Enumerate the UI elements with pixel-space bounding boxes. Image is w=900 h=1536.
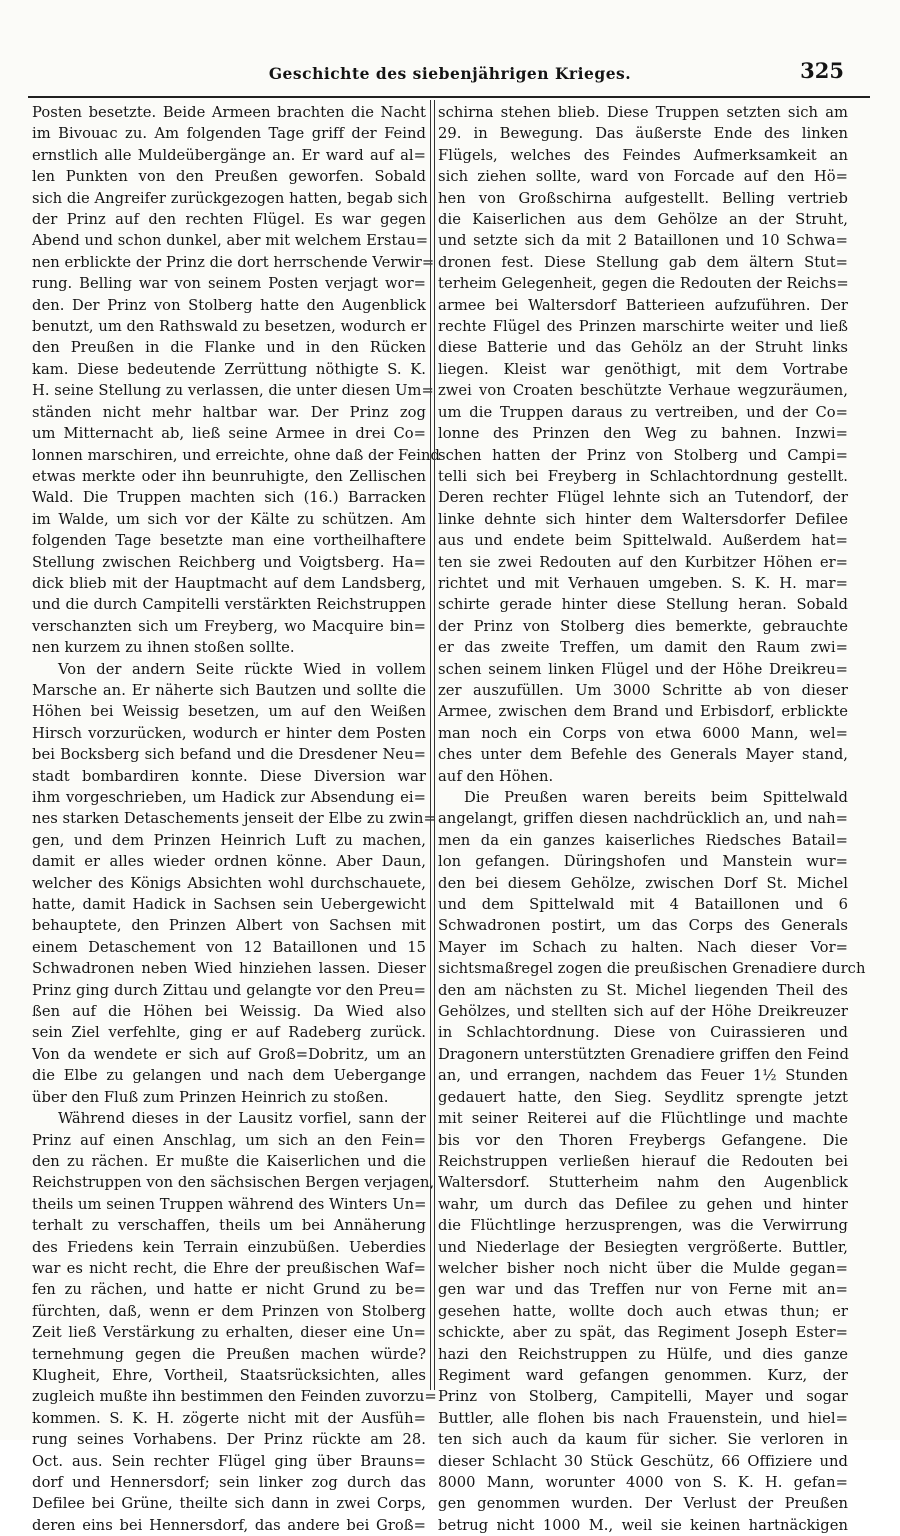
text-line: behauptete, den Prinzen Albert von Sachsen mit: [32, 917, 426, 935]
text-line: zugleich mußte ihn bestimmen den Feinden zuvorzu=: [32, 1388, 437, 1406]
text-line: lonnen marschiren, und erreichte, ohne daß der Feind: [32, 446, 440, 464]
text-line: dorf und Hennersdorf; sein linker zog durch das: [32, 1474, 426, 1491]
text-line: den am nächsten zu St. Michel liegenden Theil des: [438, 981, 848, 999]
text-line: und Niederlage der Besiegten vergrößerte. Buttler,: [438, 1238, 848, 1256]
text-line: fürchten, daß, wenn er dem Prinzen von Stolberg: [32, 1302, 426, 1320]
text-line: kam. Diese bedeutende Zerrüttung nöthigte S. K.: [32, 360, 426, 378]
text-line: schickte, aber zu spät, das Regiment Joseph Ester=: [438, 1324, 848, 1342]
text-line: schirte gerade hinter diese Stellung heran. Sobald: [438, 596, 848, 614]
left-column: [32, 102, 440, 1534]
text-line: Armee, zwischen dem Brand und Erbisdorf, erblickte: [438, 703, 848, 721]
text-line: Waltersdorf. Stutterheim nahm den Augenblick: [438, 1174, 848, 1192]
text-line: welcher des Königs Absichten wohl durchschauete,: [32, 874, 426, 892]
text-line: ihm vorgeschrieben, um Hadick zur Absendung ei=: [32, 789, 426, 806]
text-line: den. Der Prinz von Stolberg hatte den Augenblick: [32, 296, 426, 314]
text-line: den zu rächen. Er mußte die Kaiserlichen und die: [32, 1152, 426, 1170]
text-line: dronen fest. Diese Stellung gab dem ältern Stut=: [438, 253, 848, 271]
text-line: terheim Gelegenheit, gegen die Redouten der Reichs=: [438, 275, 849, 293]
text-line: rung. Belling war von seinem Posten verjagt wor=: [32, 275, 426, 293]
text-line: stadt bombardiren konnte. Diese Diversion war: [32, 767, 426, 785]
text-line: lonne des Prinzen den Weg zu bahnen. Inzwi=: [438, 425, 848, 443]
text-line: damit er alles wieder ordnen könne. Aber Daun,: [32, 853, 426, 871]
text-line: sein Ziel verfehlte, ging er auf Radeberg zurück.: [32, 1024, 426, 1042]
text-line: dick blieb mit der Hauptmacht auf dem Landsberg,: [32, 574, 426, 592]
text-line: bei Bocksberg sich befand und die Dresdener Neu=: [32, 746, 426, 764]
text-line: ten sie zwei Redouten auf den Kurbitzer Höhen er=: [438, 553, 848, 571]
text-line: einem Detaschement von 12 Bataillonen und 15: [32, 938, 426, 956]
text-line: Reichstruppen von den sächsischen Bergen verjagen,: [32, 1174, 435, 1192]
text-line: benutzt, um den Rathswald zu besetzen, wodurch er: [32, 318, 427, 336]
text-line: zer auszufüllen. Um 3000 Schritte ab von dieser: [438, 681, 848, 699]
text-line: gen genommen wurden. Der Verlust der Preußen: [438, 1495, 848, 1513]
text-line: zwei von Croaten beschützte Verhaue wegzuräumen,: [438, 382, 848, 400]
text-line: Prinz auf einen Anschlag, um sich an den Fein=: [32, 1131, 426, 1149]
text-line: sichtsmaßregel zogen die preußischen Grenadiere durch: [438, 960, 866, 978]
text-line: er das zweite Treffen, um damit den Raum zwi=: [438, 639, 848, 657]
text-line: bis vor den Thoren Freybergs Gefangene. Die: [438, 1131, 848, 1149]
text-line: Die Preußen waren bereits beim Spittelwald: [464, 789, 848, 806]
text-line: man noch ein Corps von etwa 6000 Mann, wel=: [438, 724, 848, 742]
text-line: Flügels, welches des Feindes Aufmerksamkeit an: [438, 146, 848, 164]
text-line: Klugheit, Ehre, Vortheil, Staatsrücksichten, alles: [32, 1366, 426, 1384]
text-line: Von da wendete er sich auf Groß=Dobritz, um an: [32, 1045, 426, 1063]
text-line: ten sich auch da kaum für sicher. Sie verloren in: [438, 1431, 848, 1449]
text-line: Höhen bei Weissig besetzen, um auf den Weißen: [32, 703, 426, 721]
text-line: Abend und schon dunkel, aber mit welchem Erstau=: [32, 232, 429, 250]
text-line: men da ein ganzes kaiserliches Riedsches Batail=: [438, 831, 848, 849]
text-line: gen, und dem Prinzen Heinrich Luft zu machen,: [32, 831, 426, 849]
text-line: war es nicht recht, die Ehre der preußischen Waf=: [32, 1259, 426, 1277]
running-header: [28, 50, 872, 90]
text-line: Wald. Die Truppen machten sich (16.) Barracken: [32, 489, 426, 507]
text-line: aus und endete beim Spittelwald. Außerdem hat=: [438, 532, 848, 550]
text-line: um Mitternacht ab, ließ seine Armee in drei Co=: [32, 425, 426, 443]
text-line: Stellung zwischen Reichberg und Voigtsberg. Ha=: [32, 553, 426, 571]
text-line: wahr, um durch das Defilee zu gehen und hinter: [438, 1195, 848, 1213]
text-line: len Punkten von den Preußen geworfen. Sobald: [32, 168, 426, 186]
text-line: Reichstruppen verließen hierauf die Redouten bei: [438, 1152, 848, 1170]
text-line: 8000 Mann, worunter 4000 von S. K. H. gefan=: [438, 1474, 848, 1491]
text-line: terhalt zu verschaffen, theils um bei Annäherung: [32, 1217, 426, 1235]
text-line: ßen auf die Höhen bei Weissig. Da Wied also: [32, 1003, 426, 1021]
text-line: Deren rechter Flügel lehnte sich an Tutendorf, der: [438, 489, 848, 507]
text-line: theils um seinen Truppen während des Winters Un=: [32, 1195, 427, 1213]
text-line: nen kurzem zu ihnen stoßen sollte.: [32, 639, 295, 657]
text-line: sich die Angreifer zurückgezogen hatten, begab sich: [32, 189, 428, 207]
text-line: der Prinz von Stolberg dies bemerkte, gebrauchte: [438, 617, 848, 635]
text-line: ständen nicht mehr haltbar war. Der Prinz zog: [32, 403, 426, 421]
text-line: Schwadronen postirt, um das Corps des Generals: [438, 917, 848, 935]
text-line: lon gefangen. Düringshofen und Manstein wur=: [438, 853, 848, 871]
text-line: Buttler, alle flohen bis nach Frauenstein, und hiel=: [438, 1409, 848, 1427]
text-line: die Flüchtlinge herzusprengen, was die Verwirrung: [438, 1217, 848, 1235]
text-line: kommen. S. K. H. zögerte nicht mit der Ausfüh=: [32, 1409, 426, 1427]
text-line: dieser Schlacht 30 Stück Geschütz, 66 Offiziere und: [438, 1452, 848, 1470]
text-line: die Kaiserlichen aus dem Gehölze an der Struht,: [438, 211, 848, 229]
text-line: H. seine Stellung zu verlassen, die unter diesen Um=: [32, 382, 434, 400]
text-line: Von der andern Seite rückte Wied in vollem: [58, 660, 426, 678]
running-title: Geschichte des siebenjährigen Krieges.: [268, 64, 632, 83]
text-line: den Preußen in die Flanke und in den Rücken: [32, 339, 426, 357]
text-line: Gehölzes, und stellten sich auf der Höhe Dreikreuzer: [438, 1003, 848, 1021]
text-line: in Schlachtordnung. Diese von Cuirassieren und: [438, 1024, 848, 1042]
text-line: ernstlich alle Muldeübergänge an. Er ward auf al=: [32, 146, 426, 164]
text-line: etwas merkte oder ihn beunruhigte, den Zellischen: [32, 467, 426, 485]
text-line: Schwadronen neben Wied hinziehen lassen. Dieser: [32, 960, 426, 978]
text-line: Regiment ward gefangen genommen. Kurz, der: [438, 1366, 848, 1384]
text-line: sich ziehen sollte, ward von Forcade auf den Hö=: [438, 168, 848, 186]
header-rule: [28, 96, 870, 98]
text-line: 29. in Bewegung. Das äußerste Ende des linken: [438, 125, 848, 143]
text-line: armee bei Waltersdorf Batterieen aufzuführen. Der: [438, 296, 848, 314]
text-line: im Walde, um sich vor der Kälte zu schützen. Am: [32, 510, 426, 528]
text-line: verschanzten sich um Freyberg, wo Macquire bin=: [32, 617, 426, 635]
text-line: Posten besetzte. Beide Armeen brachten die Nacht: [32, 104, 426, 121]
text-line: ternehmung gegen die Preußen machen würde?: [32, 1345, 426, 1363]
text-line: im Bivouac zu. Am folgenden Tage griff der Feind: [32, 125, 426, 143]
column-divider: [430, 100, 431, 1390]
text-line: des Friedens kein Terrain einzubüßen. Ueberdies: [32, 1238, 426, 1256]
page-number: 325: [800, 58, 844, 83]
text-line: Hirsch vorzurücken, wodurch er hinter dem Posten: [32, 724, 426, 742]
text-line: schen hatten der Prinz von Stolberg und Campi=: [438, 446, 848, 464]
text-line: und dem Spittelwald mit 4 Bataillonen und 6: [438, 896, 848, 914]
text-line: schirna stehen blieb. Diese Truppen setzten sich am: [438, 104, 848, 121]
text-line: schen seinem linken Flügel und der Höhe Dreikreu=: [438, 660, 848, 678]
text-line: um die Truppen daraus zu vertreiben, und der Co=: [438, 403, 848, 421]
text-line: gen war und das Treffen nur von Ferne mit an=: [438, 1281, 848, 1299]
text-line: Prinz ging durch Zittau und gelangte vor den Preu=: [32, 981, 426, 999]
text-line: und setzte sich da mit 2 Bataillonen und 10 Schwa=: [438, 232, 848, 250]
text-line: linke dehnte sich hinter dem Waltersdorfer Defilee: [438, 510, 848, 528]
text-line: rung seines Vorhabens. Der Prinz rückte am 28.: [32, 1431, 426, 1449]
text-line: Zeit ließ Verstärkung zu erhalten, dieser eine Un=: [32, 1324, 426, 1342]
text-line: Prinz von Stolberg, Campitelli, Mayer und sogar: [438, 1388, 848, 1406]
text-line: Oct. aus. Sein rechter Flügel ging über Brauns=: [32, 1452, 426, 1470]
text-line: auf den Höhen.: [438, 767, 554, 785]
text-line: über den Fluß zum Prinzen Heinrich zu stoßen.: [32, 1088, 389, 1106]
text-line: Während dieses in der Lausitz vorfiel, sann der: [58, 1110, 426, 1128]
text-line: ches unter dem Befehle des Generals Mayer stand,: [438, 746, 848, 764]
text-line: diese Batterie und das Gehölz an der Struht links: [438, 339, 848, 357]
text-line: hatte, damit Hadick in Sachsen sein Uebergewicht: [32, 896, 426, 914]
text-line: Dragonern unterstützten Grenadiere griffen den Feind: [438, 1045, 850, 1063]
right-column: [438, 102, 866, 1534]
text-line: angelangt, griffen diesen nachdrücklich an, und nah=: [438, 810, 848, 828]
text-line: nes starken Detaschements jenseit der Elbe zu zwin=: [32, 810, 436, 828]
text-line: rechte Flügel des Prinzen marschirte weiter und ließ: [438, 318, 848, 336]
text-line: hen von Großschirna aufgestellt. Belling vertrieb: [438, 189, 848, 207]
text-line: telli sich bei Freyberg in Schlachtordnung gestellt.: [438, 467, 848, 485]
text-line: an, und errangen, nachdem das Feuer 1½ Stunden: [438, 1067, 848, 1085]
text-line: mit seiner Reiterei auf die Flüchtlinge und machte: [438, 1110, 848, 1128]
column-divider-second: [434, 100, 435, 1390]
text-line: gesehen hatte, wollte doch auch etwas thun; er: [438, 1302, 848, 1320]
text-line: liegen. Kleist war genöthigt, mit dem Vortrabe: [438, 360, 848, 378]
text-line: hazi den Reichstruppen zu Hülfe, und dies ganze: [438, 1345, 848, 1363]
text-line: fen zu rächen, und hatte er nicht Grund zu be=: [32, 1281, 426, 1299]
text-line: folgenden Tage besetzte man eine vortheilhaftere: [32, 532, 426, 550]
text-line: Mayer im Schach zu halten. Nach dieser Vor=: [438, 938, 848, 956]
text-line: den bei diesem Gehölze, zwischen Dorf St. Michel: [438, 874, 848, 892]
text-line: betrug nicht 1000 M., weil sie keinen hartnäckigen: [438, 1516, 848, 1534]
text-line: richtet und mit Verhauen umgeben. S. K. H. mar=: [438, 574, 848, 592]
text-line: Defilee bei Grüne, theilte sich dann in zwei Corps,: [32, 1495, 426, 1513]
text-line: gedauert hatte, den Sieg. Seydlitz sprengte jetzt: [438, 1088, 848, 1106]
text-line: der Prinz auf den rechten Flügel. Es war gegen: [32, 211, 426, 229]
text-line: deren eins bei Hennersdorf, das andere bei Groß=: [32, 1516, 426, 1534]
text-line: nen erblickte der Prinz die dort herrschende Verwir=: [32, 253, 435, 271]
text-line: die Elbe zu gelangen und nach dem Uebergange: [32, 1067, 426, 1085]
text-line: welcher bisher noch nicht über die Mulde gegan=: [438, 1259, 848, 1277]
text-line: Marsche an. Er näherte sich Bautzen und sollte die: [32, 681, 426, 699]
text-line: und die durch Campitelli verstärkten Reichstruppen: [32, 596, 426, 614]
